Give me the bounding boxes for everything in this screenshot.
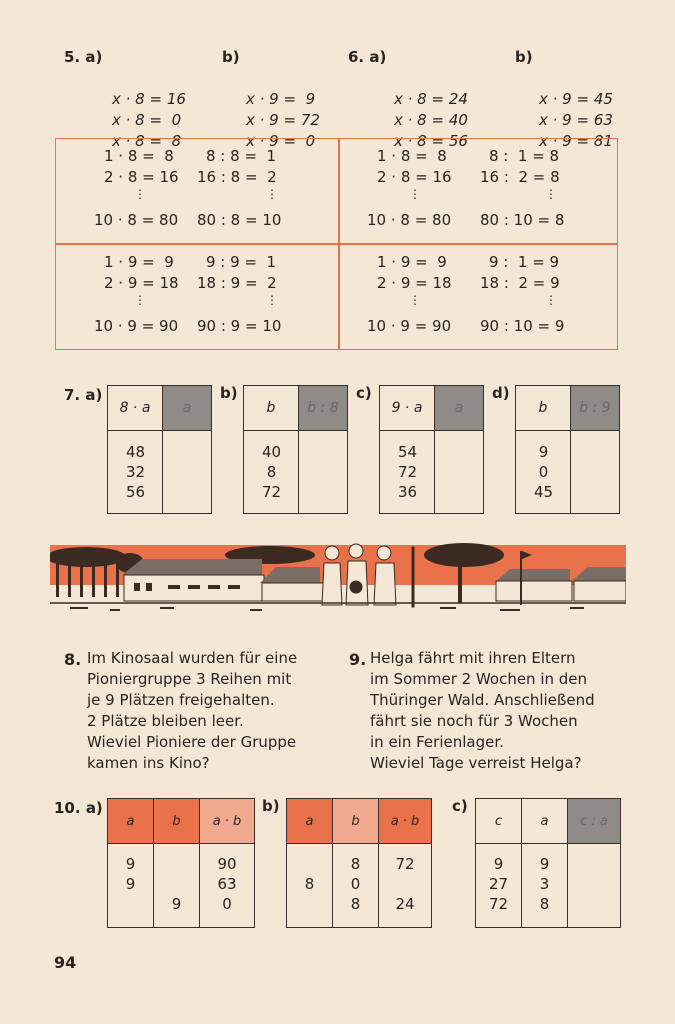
table-header: 9 · a — [380, 386, 435, 431]
exercise-10b-table — [286, 798, 432, 928]
table-column: 8 0 8 — [333, 844, 379, 927]
exercise-7b-table — [243, 385, 348, 514]
multiplication-division-grid — [55, 138, 618, 350]
table-header: b — [244, 386, 299, 431]
table-column: 72 24 — [395, 855, 415, 913]
exercise-7d-table — [515, 385, 620, 514]
exercise-7c-label: c) — [356, 384, 372, 402]
table-header-shaded: b : 8 — [299, 386, 347, 431]
exercise-8-text: Im Kinosaal wurden für eine Pioniergruppe 3 Reihen mit je 9 Plätzen freigehalten. 2 Plätze bleiben leer. Wieviel Pioniere der Gruppe kamen ins Kino? — [87, 649, 298, 772]
table-header-shaded: a — [435, 386, 483, 431]
table-header: b — [516, 386, 571, 431]
table-header: a — [108, 799, 154, 844]
exercise-5-label: 5. a) — [64, 48, 103, 66]
exercise-9-text: Helga fährt mit ihren Eltern im Sommer 2 Wochen in den Thüringer Wald. Anschließend fährt sie noch für 3 Wochen in ein Ferienlager. Wieviel Tage verreist Helga? — [370, 649, 595, 772]
grid-cell-bottom-left: 1 · 9 = 9 9 : 9 = 1 2 · 9 = 18 18 : 9 = 2 ⋮ ⋮ 10 · 9 = 90 90 : 9 = 10 — [94, 253, 282, 335]
exercise-7-label: 7. a) — [64, 386, 103, 404]
table-header: a · b — [200, 799, 254, 844]
table-column: 9 27 72 — [476, 844, 522, 927]
table-header: 8 · a — [108, 386, 163, 431]
table-header: b — [154, 799, 200, 844]
table-values: 40 8 72 — [261, 443, 282, 501]
table-header: a — [287, 799, 333, 844]
table-column: 9 3 8 — [522, 844, 568, 927]
table-values: 54 72 36 — [397, 443, 418, 501]
grid-cell-top-left: 1 · 8 = 8 8 : 8 = 1 2 · 8 = 16 16 : 8 = 2 ⋮ ⋮ 10 · 8 = 80 80 : 8 = 10 — [94, 147, 282, 229]
table-header-shaded: c : a — [568, 799, 620, 844]
table-column: 9 — [154, 844, 200, 927]
exercise-10c-label: c) — [452, 797, 468, 815]
grid-cell-bottom-right: 1 · 9 = 9 9 : 1 = 9 2 · 9 = 18 18 : 2 = 9 ⋮ ⋮ 10 · 9 = 90 90 : 10 = 9 — [367, 253, 565, 335]
grid-divider-horizontal — [56, 243, 617, 245]
exercise-7d-label: d) — [492, 384, 510, 402]
exercise-6b-label: b) — [515, 48, 533, 66]
exercise-6b-equations: x · 9 = 45 x · 9 = 63 x · 9 = 81 — [539, 90, 613, 150]
exercise-5b-label: b) — [222, 48, 240, 66]
table-header-shaded: a — [163, 386, 211, 431]
exercise-8-label: 8. — [64, 650, 82, 669]
exercise-10a-table — [107, 798, 255, 928]
table-column: 8 — [287, 844, 333, 927]
exercise-9-label: 9. — [349, 650, 367, 669]
exercise-7a-table — [107, 385, 212, 514]
table-header-shaded: b : 9 — [571, 386, 619, 431]
table-header: a — [522, 799, 568, 844]
exercise-10-label: 10. a) — [54, 799, 103, 817]
table-column: 9 9 — [108, 844, 154, 927]
table-column — [568, 844, 620, 927]
exercise-7c-table — [379, 385, 484, 514]
table-header: b — [333, 799, 379, 844]
exercise-5b-equations: x · 9 = 9 x · 9 = 72 x · 9 = 0 — [246, 90, 320, 150]
table-header: c — [476, 799, 522, 844]
table-header: a · b — [379, 799, 431, 844]
table-values: 48 32 56 — [125, 443, 146, 501]
pioneer-camp-illustration — [50, 543, 626, 615]
exercise-10b-label: b) — [262, 797, 280, 815]
exercise-6a-equations: x · 8 = 24 x · 8 = 40 x · 8 = 56 — [394, 90, 468, 150]
exercise-5a-equations: x · 8 = 16 x · 8 = 0 x · 8 = 8 — [112, 90, 186, 150]
exercise-10c-table — [475, 798, 621, 928]
page-number: 94 — [54, 953, 77, 972]
table-column: 90 63 0 — [217, 855, 237, 913]
exercise-6-label: 6. a) — [348, 48, 387, 66]
table-values: 9 0 45 — [533, 443, 554, 501]
grid-cell-top-right: 1 · 8 = 8 8 : 1 = 8 2 · 8 = 16 16 : 2 = 8 ⋮ ⋮ 10 · 8 = 80 80 : 10 = 8 — [367, 147, 565, 229]
exercise-7b-label: b) — [220, 384, 238, 402]
